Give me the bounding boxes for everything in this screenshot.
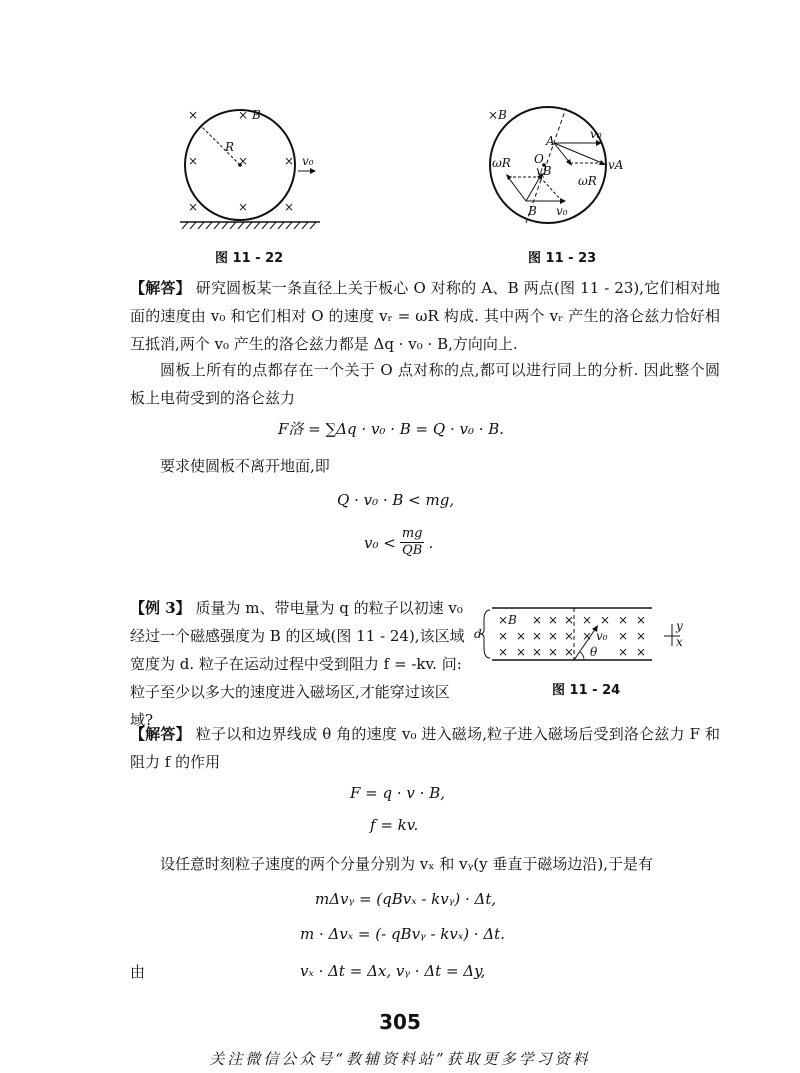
solution1-p1: 研究圆板某一条直径上关于板心 O 对称的 A、B 两点(图 11 - 23),它们相对地面的速度由 v₀ 和它们相对 O 的速度 vᵣ = ωR 构成. 其中两个 vᵣ 产生的洛仑兹力恰好相互抵消,两个 v₀ 产生的洛仑兹力都是 Δq · v₀ · B,方向向上. [130,279,720,353]
svg-text:×: × [238,108,249,122]
label-x: x [676,635,683,649]
svg-text:×: × [516,645,527,659]
svg-text:×: × [188,108,199,122]
svg-text:×: × [532,613,543,627]
caption-fig-22: 图 11 - 22 [215,251,284,266]
label-v0-bottom: v₀ [556,204,568,218]
svg-text:×: × [636,613,647,627]
svg-text:×: × [284,200,295,214]
svg-text:×: × [582,629,593,643]
svg-text:×: × [188,154,199,168]
svg-text:×: × [548,613,559,627]
solution1-paragraph1 [130,274,720,358]
label-B: B [252,108,261,122]
svg-text:×: × [188,200,199,214]
solution1-paragraph2: 圆板上所有的点都存在一个关于 O 点对称的点,都可以进行同上的分析. 因此整个圆板上电荷受到的洛仑兹力 [130,361,720,407]
svg-text:×: × [498,629,509,643]
label-A: A [546,134,555,148]
svg-text:×: × [548,645,559,659]
label-B: B [508,613,517,627]
svg-text:×: × [284,154,295,168]
solution1-tag: 【解答】 [130,279,191,297]
solution2-eq1: F = q · v · B, [350,784,445,802]
solution2-eq3: mΔvᵧ = (qBvₓ - kvᵧ) · Δt, [315,890,497,908]
label-wR-right: ωR [578,174,597,188]
svg-text:×: × [618,645,629,659]
figure-11-24 [474,600,694,670]
solution2-tag: 【解答】 [130,725,191,743]
label-vB: vB [536,164,552,178]
label-theta: θ [590,645,598,659]
example3-tag: 【例 3】 [130,599,191,617]
solution1-eq1: F洛 = ∑Δq · v₀ · B = Q · v₀ · B. [278,420,505,438]
svg-text:×: × [600,613,611,627]
solution1-eq2: Q · v₀ · B < mg, [337,491,455,509]
caption-fig-23: 图 11 - 23 [528,251,597,266]
svg-text:×: × [618,629,629,643]
label-v0: v₀ [596,629,608,643]
svg-text:×: × [548,629,559,643]
svg-text:×: × [532,645,543,659]
svg-text:×: × [564,645,575,659]
solution2-eq2: f = kv. [370,816,419,834]
label-R: R [225,140,235,154]
svg-text:×: × [238,200,249,214]
svg-text:×: × [636,645,647,659]
solution2-eq5: vₓ · Δt = Δx, vᵧ · Δt = Δy, [300,962,486,980]
example3-text: 质量为 m、带电量为 q 的粒子以初速 v₀ 经过一个磁感强度为 B 的区域(图 11 - 24),该区域宽度为 d. 粒子在运动过程中受到阻力 f = -kv. 问:粒子至少以多大的速度进入磁场区,才能穿过该区域? [130,599,465,729]
page-number: 305 [379,1010,421,1034]
figure-11-22 [170,105,330,235]
svg-text:×: × [564,629,575,643]
label-vA: vA [608,158,624,172]
svg-text:×: × [532,629,543,643]
solution2-p1: 粒子以和边界线成 θ 角的速度 v₀ 进入磁场,粒子进入磁场后受到洛仑兹力 F 和阻力 f 的作用 [130,725,720,771]
svg-text:×: × [238,154,249,168]
caption-fig-24: 图 11 - 24 [552,683,621,698]
label-xB: ×B [488,108,507,122]
solution2-paragraph2: 设任意时刻粒子速度的两个分量分别为 vₓ 和 vᵧ(y 垂直于磁场边沿),于是有 [160,855,653,873]
label-y: y [676,619,683,633]
label-v0-top: v₀ [590,127,602,141]
svg-text:×: × [564,613,575,627]
figure-11-23 [478,105,648,235]
solution1-paragraph3: 要求使圆板不离开地面,即 [160,457,330,475]
label-B-point: B [528,204,537,218]
svg-text:×: × [498,613,509,627]
svg-text:×: × [498,645,509,659]
footer-note: 关注微信公众号“教辅资料站”获取更多学习资料 [209,1050,591,1068]
label-d: d [474,627,482,641]
label-O: O [534,152,544,166]
label-v0: v₀ [302,154,314,168]
svg-text:×: × [618,613,629,627]
example3-paragraph [130,594,470,734]
svg-text:×: × [636,629,647,643]
svg-text:×: × [516,629,527,643]
solution2-eq4: m · Δvₓ = (- qBvᵧ - kvₓ) · Δt. [300,925,505,943]
solution2-lead: 由 [130,963,146,981]
solution2-paragraph1 [130,720,720,776]
label-wR-left: ωR [492,156,511,170]
svg-text:×: × [582,613,593,627]
solution1-eq3: v₀ < mg QB . [364,526,434,558]
